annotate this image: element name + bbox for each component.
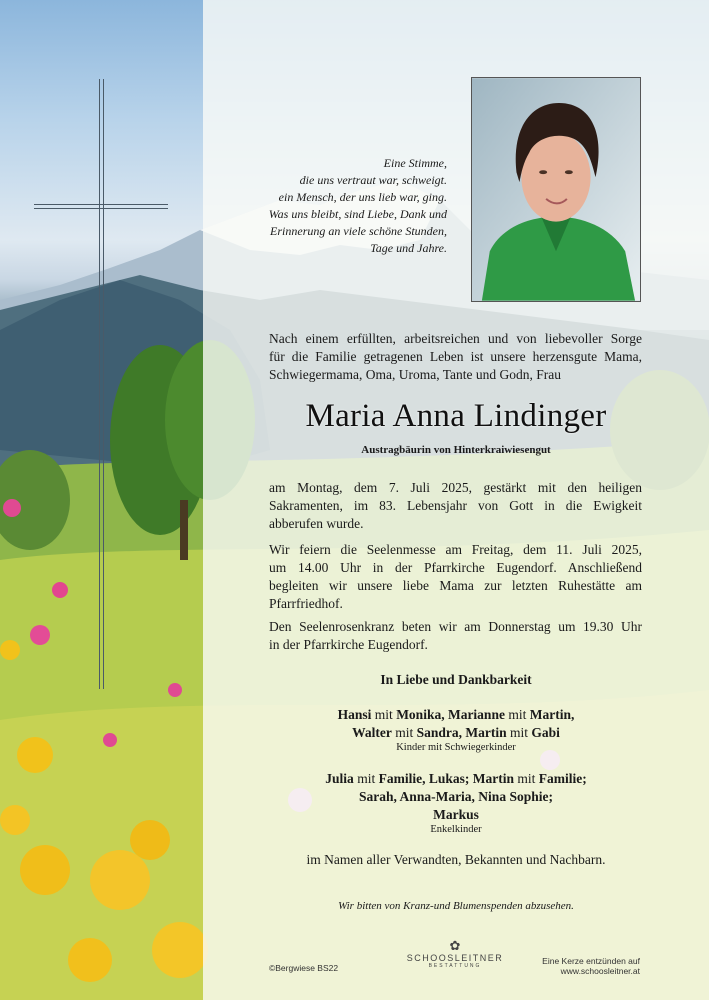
joiner: mit [508, 707, 527, 722]
grandchild-name: Julia [325, 771, 354, 786]
poem-line: ein Mensch, der uns lieb war, ging. [278, 190, 447, 204]
grandchild-name: Markus [433, 807, 479, 822]
candle-notice [530, 956, 640, 976]
poem-line: Erinnerung an viele schöne Stunden, [270, 224, 447, 238]
grandchildren-line-1 [203, 770, 709, 788]
memorial-poem [225, 155, 447, 257]
cross-icon-vertical [99, 79, 104, 689]
joiner: mit [374, 707, 393, 722]
rosary-info [269, 618, 642, 654]
child-name: Walter [352, 725, 392, 740]
rose-icon: ✿ [449, 938, 461, 953]
death-notice-line: abberufen wurde. [269, 516, 364, 531]
funeral-home-logo [405, 938, 505, 969]
deceased-subtitle: Austragbäurin von Hinterkraiwiesengut [361, 444, 551, 456]
image-credit: ©Bergwiese BS22 [269, 963, 339, 973]
poem-line: Was uns bleibt, sind Liebe, Dank und [268, 207, 447, 221]
joiner: mit [357, 771, 376, 786]
joiner: mit [510, 725, 529, 740]
poem-line: Eine Stimme, [383, 156, 447, 170]
mass-line: Pfarrfriedhof. [269, 596, 343, 611]
children-line-1 [203, 706, 709, 724]
child-name: Martin, [529, 707, 575, 722]
joiner: mit [517, 771, 536, 786]
grandchild-name: Familie, Lukas; Martin [378, 771, 514, 786]
candle-url[interactable]: www.schoosleitner.at [560, 966, 640, 976]
grandchild-name: Familie; [538, 771, 587, 786]
poem-line: die uns vertraut war, schweigt. [299, 173, 447, 187]
funeral-mass-info [269, 541, 642, 613]
rosary-line: Den Seelenrosenkranz beten wir am Donnerstag um 19.30 Uhr [269, 619, 642, 634]
joiner: mit [395, 725, 414, 740]
grandchildren-relation: Enkelkinder [430, 824, 482, 835]
grandchildren-line-3 [203, 806, 709, 824]
children-relation: Kinder mit Schwiegerkinder [396, 742, 516, 753]
cross-icon-horizontal [34, 204, 168, 209]
child-name: Monika, Marianne [396, 707, 505, 722]
candle-text: Eine Kerze entzünden auf [542, 956, 640, 966]
death-notice-line: Sakramenten, im 83. Lebensjahr von Gott in die Ewigkeit [269, 498, 642, 513]
mass-line: begleiten wir unsere liebe Mama zur letzten Ruhestätte am [269, 578, 642, 593]
rosary-line: in der Pfarrkirche Eugendorf. [269, 637, 428, 652]
intro-text [269, 330, 642, 384]
logo-tagline: BESTATTUNG [428, 963, 482, 969]
intro-line: für die Familie getragenen Leben ist unsere herzensgute Mama, [269, 349, 642, 364]
mass-line: um 14.00 Uhr in der Pfarrkirche Eugendorf. Anschließend [269, 560, 642, 575]
closing-line: im Namen aller Verwandten, Bekannten und Nachbarn. [306, 852, 606, 867]
deceased-name: Maria Anna Lindinger [305, 398, 607, 434]
mass-line: Wir feiern die Seelenmesse am Freitag, dem 11. Juli 2025, [269, 542, 642, 557]
death-notice-line: am Montag, dem 7. Juli 2025, gestärkt mit den heiligen [269, 480, 642, 495]
mourners-heading: In Liebe und Dankbarkeit [380, 672, 532, 687]
intro-line: Schwiegermama, Oma, Uroma, Tante und Godn, Frau [269, 367, 561, 382]
portrait-photo [471, 77, 641, 302]
child-name: Gabi [531, 725, 560, 740]
child-name: Sandra, Martin [416, 725, 507, 740]
child-name: Hansi [337, 707, 372, 722]
grandchildren-line-2 [203, 788, 709, 806]
grandchild-name: Sarah, Anna-Maria, Nina Sophie; [359, 789, 553, 804]
poem-line: Tage und Jahre. [370, 241, 447, 255]
donation-note: Wir bitten von Kranz-und Blumenspenden abzusehen. [338, 900, 574, 912]
death-notice [269, 479, 642, 533]
intro-line: Nach einem erfüllten, arbeitsreichen und von liebevoller Sorge [269, 331, 642, 346]
children-line-2 [203, 724, 709, 742]
logo-name: SCHOOSLEITNER [406, 953, 504, 963]
